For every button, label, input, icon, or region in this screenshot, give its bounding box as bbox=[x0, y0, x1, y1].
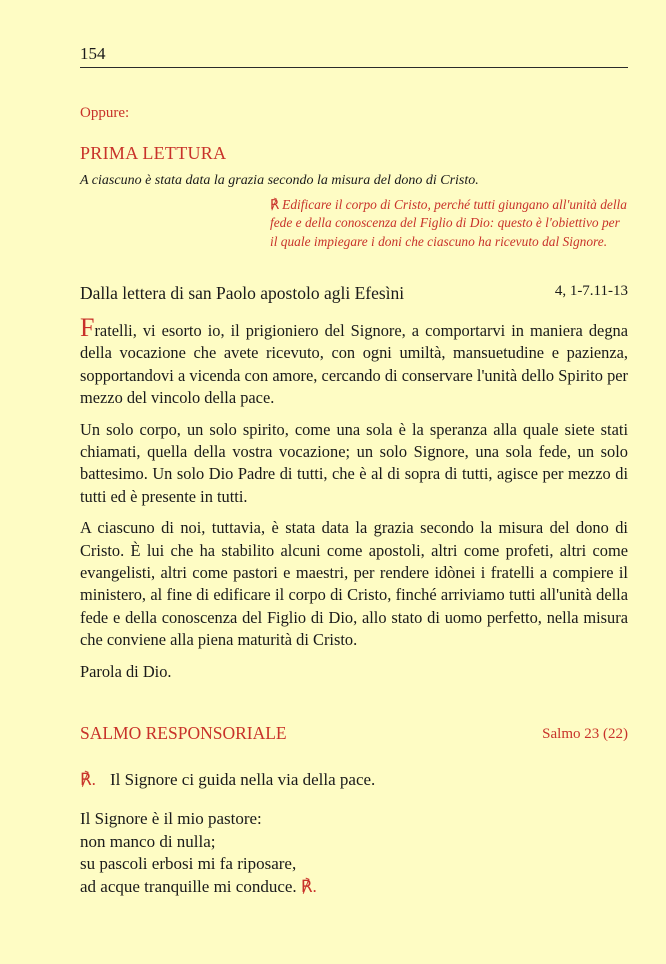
antiphon bbox=[270, 196, 630, 251]
paragraph-text: ratelli, vi esorto io, il prigioniero del Signore, a comportarvi in maniera degna della vocazione che avete ricevuto, con ogni umiltà, mansuetudine e pazienza, sopportandovi a vicenda con amore, cercando di conservare l'unità dello Spirito per mezzo del vincolo della pace. bbox=[80, 321, 628, 408]
dropcap: F bbox=[80, 313, 95, 342]
stanza-line: su pascoli erbosi mi fa riposare, bbox=[80, 854, 297, 874]
reading-body bbox=[80, 313, 628, 692]
reading-title: Dalla lettera di san Paolo apostolo agli Efesìni bbox=[80, 283, 405, 303]
stanza-line: non manco di nulla; bbox=[80, 831, 216, 851]
psalm-reference: Salmo 23 (22) bbox=[542, 726, 628, 742]
oppure-label: Oppure: bbox=[80, 105, 130, 121]
paragraph: Un solo corpo, un solo spirito, come una sola è la speranza alla quale siete stati chiamati, quella della vostra vocazione; un solo Signore, una sola fede, un solo battesimo. Un solo Dio Padre di tutti, che è al di sopra di tutti, agisce per mezzo di tutti ed è presente in tutti. bbox=[80, 419, 628, 506]
antiphon-text: Edificare il corpo di Cristo, perché tutti giungano all'unità della fede e della conoscenza del Figlio di Dio: questo è l'obiettivo per il quale impiegare i doni che ciascuno ha ricevuto dal Signore. bbox=[270, 197, 627, 249]
paragraph: A ciascuno di noi, tuttavia, è stata data la grazia secondo la misura del dono di Cristo. È lui che ha stabilito alcuni come apostoli, altri come profeti, altri come evangelisti, altri come pastori e maestri, per rendere idònei i fratelli a compiere il ministero, al fine di edificare il corpo di Cristo, finché arriviamo tutti all'unità della fede e della conoscenza del Figlio di Dio, allo stato di uomo perfetto, nella misura che conviene alla piena maturità di Cristo. bbox=[80, 518, 628, 650]
section-title: PRIMA LETTURA bbox=[80, 143, 227, 163]
refrain-text: Il Signore ci guida nella via della pace. bbox=[110, 770, 376, 789]
psalm-stanza bbox=[80, 808, 317, 898]
reading-reference: 4, 1-7.11-13 bbox=[554, 283, 628, 299]
paragraph bbox=[80, 313, 628, 410]
response-mark: ℟. bbox=[300, 876, 317, 896]
psalm-title: SALMO RESPONSORIALE bbox=[80, 723, 287, 743]
psalm-refrain bbox=[80, 770, 375, 790]
response-mark: ℟. bbox=[80, 770, 96, 789]
closing-formula: Parola di Dio. bbox=[80, 661, 172, 681]
stanza-line-text: ad acque tranquille mi conduce. bbox=[80, 876, 297, 896]
page-number: 154 bbox=[80, 44, 106, 63]
reading-heading bbox=[80, 283, 628, 304]
header-rule bbox=[80, 67, 628, 68]
stanza-line bbox=[80, 876, 317, 899]
response-mark: ℟ bbox=[270, 197, 280, 212]
reading-summary: A ciascuno è stata data la grazia secondo la misura del dono di Cristo. bbox=[80, 173, 479, 188]
stanza-line: Il Signore è il mio pastore: bbox=[80, 809, 262, 828]
